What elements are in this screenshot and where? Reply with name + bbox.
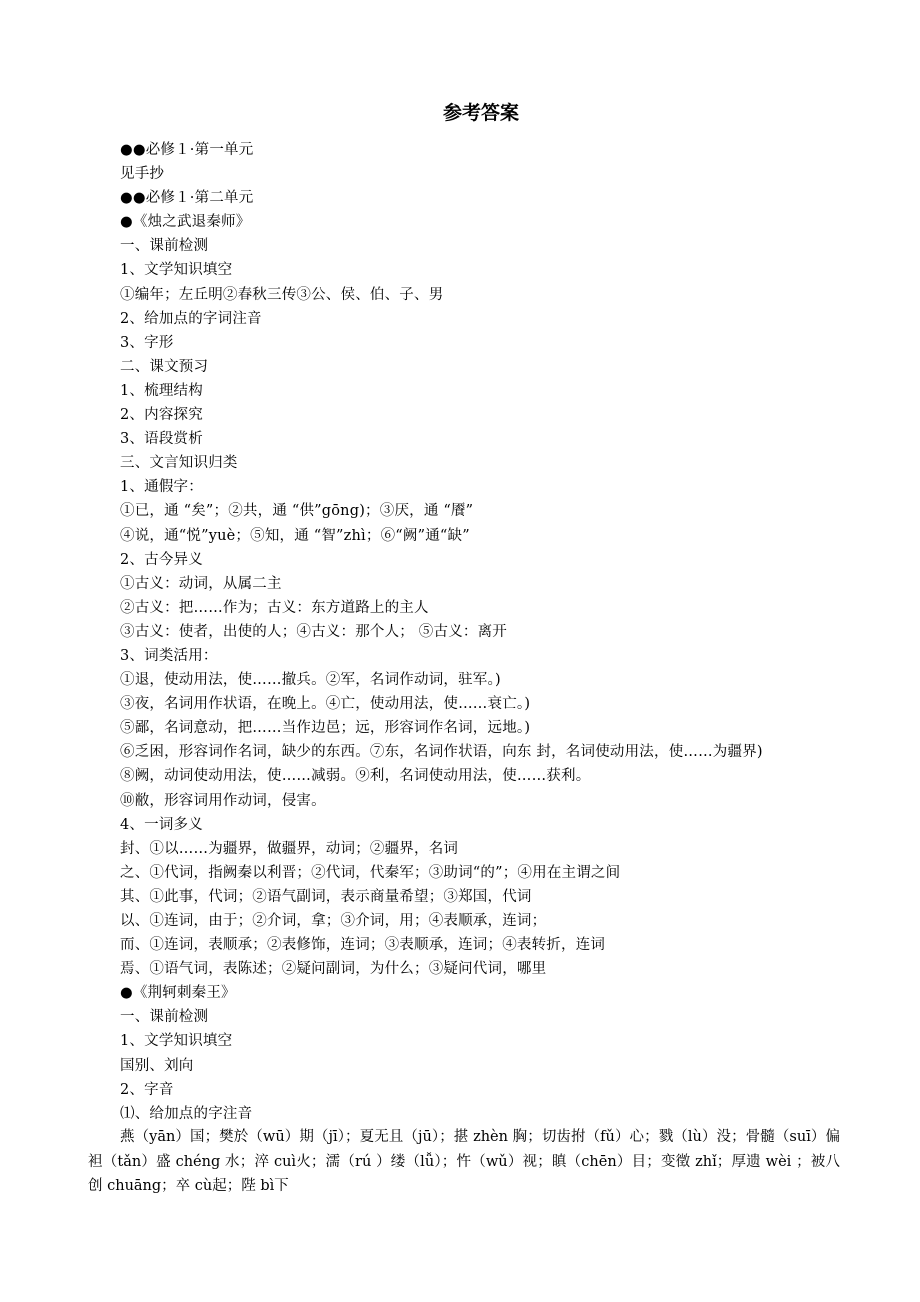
text-line: ①编年；左丘明②春秋三传③公、侯、伯、子、男 [120, 286, 444, 303]
text-line: ③夜，名词用作状语，在晚上。④亡，使动用法，使……衰亡。) [120, 696, 531, 713]
text-line: 一、课前检测 [120, 1009, 209, 1026]
text-line: ④说，通“悦”yuè；⑤知，通 “智”zhì；⑥“阙”通“缺” [120, 527, 470, 544]
text-line: ①已，通 “矣”；②共，通 “供”gōng)；③厌，通 “餍” [120, 503, 474, 520]
text-line: 见手抄 [120, 166, 165, 183]
text-line: ⑧阙，动词使动用法，使……减弱。⑨利，名词使动用法，使……获利。 [120, 768, 591, 785]
text-line: 1、梳理结构 [120, 382, 203, 399]
text-line: ⑤鄙，名词意动，把……当作边邑；远，形容词作名词，远地。) [120, 720, 531, 737]
text-line: 焉、①语气词，表陈述；②疑问副词，为什么；③疑问代词，哪里 [120, 961, 547, 978]
text-line: 1、文学知识填空 [120, 1033, 233, 1050]
text-line: 封、①以……为疆界，做疆界，动词；②疆界，名词 [120, 840, 459, 857]
text-line: 3、字形 [120, 334, 174, 351]
answer-lines [120, 138, 840, 1126]
text-line: 之、①代词，指阙秦以利晋；②代词，代秦军；③助词“的”；④用在主谓之间 [120, 864, 621, 881]
text-line: 以、①连词，由于；②介词，拿；③介词，用；④表顺承，连词； [120, 913, 547, 929]
text-line: ①退，使动用法，使……撤兵。②军，名词作动词，驻军。) [120, 672, 501, 689]
text-line: ●●必修１·第二单元 [120, 190, 254, 207]
text-line: 三、文言知识归类 [120, 455, 238, 472]
text-line: 而、①连词，表顺承；②表修饰，连词；③表顺承，连词；④表转折，连词 [120, 937, 606, 954]
page-title: 参考答案 [442, 102, 519, 124]
text-line: ②古义：把……作为；古义：东方道路上的主人 [120, 599, 429, 616]
text-line: ⑥乏困，形容词作名词，缺少的东西。⑦东，名词作状语，向东 封，名词使动用法，使……为疆界) [120, 744, 763, 761]
text-line: 1、通假字： [120, 479, 203, 496]
text-line: 2、内容探究 [120, 407, 203, 424]
text-line: 2、字音 [120, 1081, 174, 1098]
text-line: 一、课前检测 [120, 238, 209, 255]
text-line: 1、文学知识填空 [120, 262, 233, 279]
text-line: ⑩敝，形容词用作动词，侵害。 [120, 792, 326, 809]
text-line: 2、给加点的字词注音 [120, 310, 262, 327]
text-line: 4、一词多义 [120, 816, 203, 833]
text-line: ●《荆轲刺秦王》 [120, 985, 236, 1002]
text-line: ①古义：动词，从属二主 [120, 575, 282, 592]
text-line: 二、课文预习 [120, 358, 209, 375]
text-line: ③古义：使者，出使的人；④古义：那个人； ⑤古义：离开 [120, 623, 508, 640]
text-line: ●《烛之武退秦师》 [120, 214, 251, 231]
text-line: 3、语段赏析 [120, 431, 203, 448]
pronunciation-paragraph: 燕（yān）国；樊於（wū）期（jī）；夏无且（jū）；揕 zhèn 胸；切齿拊（fǔ）心；戮（lù）没；骨髓（suī）偏袒（tǎn）盛 chéng 水；淬 cuì火；濡（rú ）缕（lǚ）；忤（wǔ）视；瞋（chēn）目；变徵 zhǐ；厚遗 wèi ；被八创 chuāng；卒 cù起；陛 bì下 [88, 1129, 840, 1195]
text-line: ⑴、给加点的字注音 [120, 1105, 253, 1122]
text-line: ●●必修１·第一单元 [120, 142, 254, 158]
text-line: 其、①此事，代词；②语气副词，表示商量希望；③郑国，代词 [120, 888, 532, 905]
text-line: 国别、刘向 [120, 1057, 194, 1074]
text-line: 2、古今异义 [120, 551, 203, 568]
text-line: 3、词类活用： [120, 647, 218, 664]
